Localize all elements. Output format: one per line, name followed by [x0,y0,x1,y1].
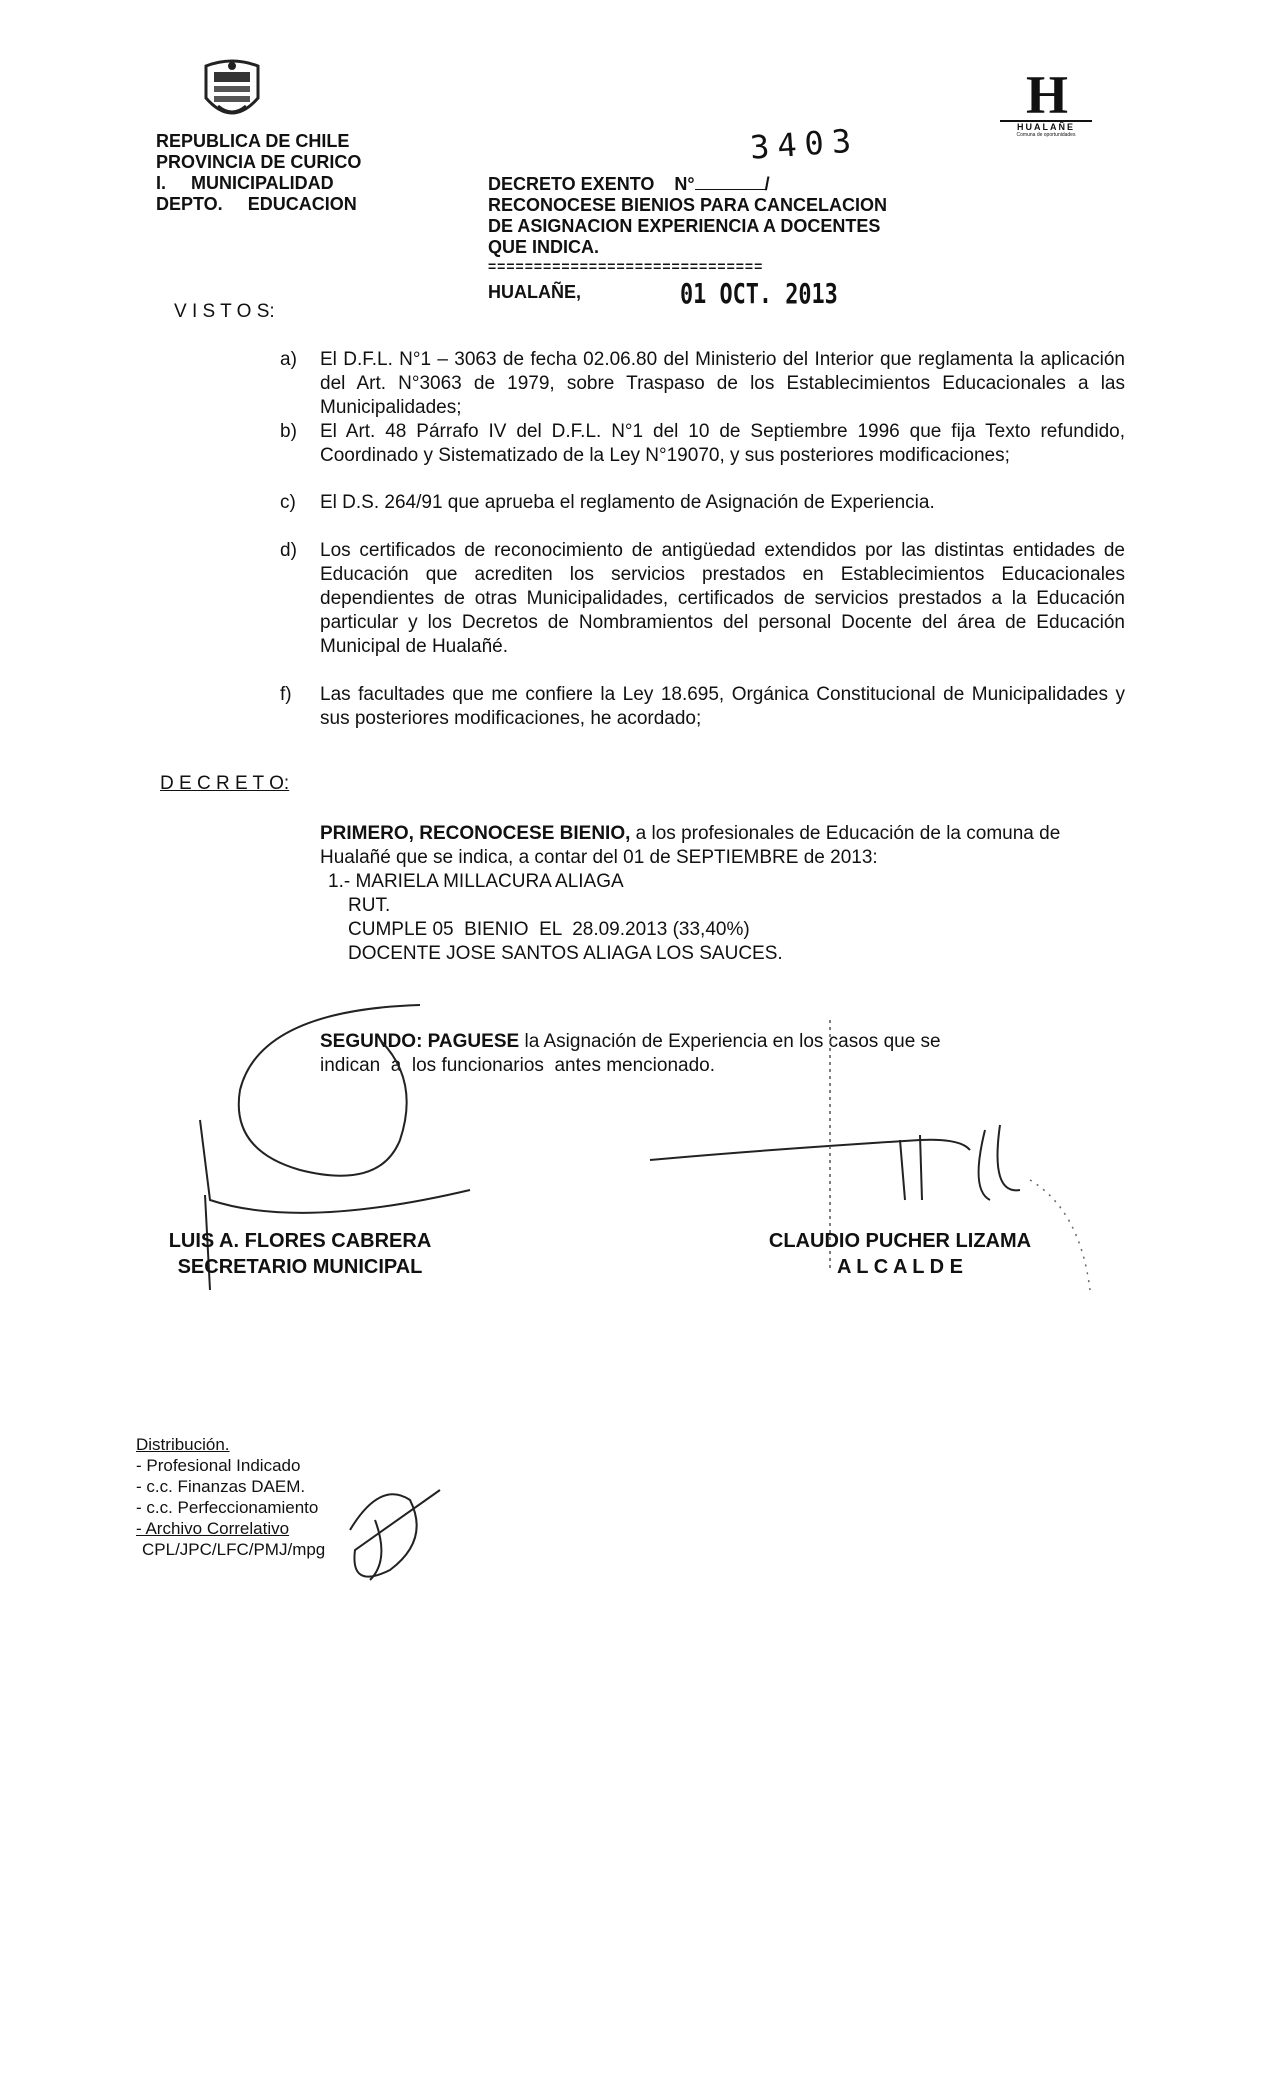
visto-text: El D.S. 264/91 que aprueba el reglamento de Asignación de Experiencia. [320,492,935,513]
issuer-line: PROVINCIA DE CURICO [156,152,362,172]
issuer-line: REPUBLICA DE CHILE [156,131,350,151]
visto-text: El D.F.L. N°1 – 3063 de fecha 02.06.80 del Ministerio del Interior que reglamenta la aplicación del Art. N°3063 de 1979, sobre Traspaso de los Establecimientos Educacionales a las Municipalidades; [320,349,1125,418]
visto-item [280,420,1125,468]
segundo-heading: SEGUNDO: PAGUESE [320,1031,520,1052]
visto-item [280,683,1125,731]
visto-letter: b) [280,421,297,442]
coat-of-arms-seal [196,58,268,130]
decree-subject-line: QUE INDICA. [488,237,600,257]
distribution-item: - Archivo Correlativo [136,1519,290,1538]
visto-item [280,491,1125,515]
beneficiary-rut: RUT. [348,895,391,916]
beneficiary-block [328,870,783,966]
beneficiary-bienio: CUMPLE 05 BIENIO EL 28.09.2013 (33,40%) [348,919,750,940]
beneficiary-school: DOCENTE JOSE SANTOS ALIAGA LOS SAUCES. [348,943,783,964]
visto-letter: a) [280,349,297,370]
signatory-title: A L C A L D E [837,1256,963,1278]
reference-initials: CPL/JPC/LFC/PMJ/mpg [142,1540,326,1559]
primero-text: a los profesionales de Educación de la comuna de Hualañé que se indica, a contar del 01 de SEPTIEMBRE de 2013: [320,823,1061,868]
visto-letter: d) [280,540,297,561]
logo-name: HUALAÑE [1000,120,1092,132]
segundo-text-line2: indican a los funcionarios antes mencionado. [320,1055,716,1076]
primero-heading: PRIMERO, RECONOCESE BIENIO, [320,823,631,844]
issuer-line: DEPTO. EDUCACION [156,194,357,214]
signatory-secretary [150,1228,450,1280]
visto-text: Los certificados de reconocimiento de antigüedad extendidos por las distintas entidades de Educación que acrediten los servicios prestados en Establecimientos Educacionales dependientes de otras Municipalidades, certificados de servicios prestados a la Educación particular y los Decretos de Nombramientos del personal Docente del área de Educación Municipal de Hualañé. [320,540,1125,657]
decree-type: DECRETO EXENTO N° [488,174,695,194]
visto-letter: c) [280,492,296,513]
logo-mark: H [1025,65,1066,125]
visto-text: El Art. 48 Párrafo IV del D.F.L. N°1 del 10 de Septiembre 1996 que fija Texto refundido, Coordinado y Sistematizado de la Ley N°19070, y sus posteriores modificaciones; [320,421,1125,466]
decreto-label: D E C R E T O: [160,773,290,794]
distribution-item: - Profesional Indicado [136,1456,301,1475]
decree-number-handwritten: 3403 [748,121,861,167]
segundo-text: la Asignación de Experiencia en los casos que se [519,1031,941,1052]
primero-paragraph [320,822,1130,870]
title-rule: ============================== [488,258,764,274]
signatory-title: SECRETARIO MUNICIPAL [177,1256,423,1278]
visto-item [280,539,1125,659]
signatory-name: CLAUDIO PUCHER LIZAMA [768,1230,1032,1252]
decree-subject-line: RECONOCESE BIENIOS PARA CANCELACION [488,195,888,215]
visto-text: Las facultades que me confiere la Ley 18.695, Orgánica Constitucional de Municipalidades y sus posteriores modificaciones, he acordado; [320,684,1125,729]
decree-title-block: DECRETO EXENTO N° / RECONOCESE BIENIOS PARA CANCELACION DE ASIGNACION EXPERIENCIA A DOCENTES QUE INDICA. ============================== [488,174,908,274]
signatory-mayor [740,1228,1060,1280]
municipality-logo [1000,65,1092,138]
distribution-item: - c.c. Finanzas DAEM. [136,1477,306,1496]
date-stamp: 01 OCT. 2013 [680,277,838,310]
beneficiary-name: 1.- MARIELA MILLACURA ALIAGA [328,871,624,892]
distribution-block [136,1434,325,1560]
vistos-label: V I S T O S: [174,301,275,322]
issuer-line: I. MUNICIPALIDAD [156,173,334,193]
visto-letter: f) [280,684,292,705]
signatory-name: LUIS A. FLORES CABRERA [168,1230,432,1252]
distribution-label: Distribución. [136,1435,230,1454]
logo-tagline: Comuna de oportunidades [1016,132,1076,138]
decree-number-blank [695,189,765,190]
decree-subject-line: DE ASIGNACION EXPERIENCIA A DOCENTES [488,216,881,236]
segundo-paragraph [320,1030,1120,1078]
distribution-item: - c.c. Perfeccionamiento [136,1498,319,1517]
place-label: HUALAÑE, [488,282,581,302]
visto-item [280,348,1125,420]
issuer-header [156,131,361,215]
